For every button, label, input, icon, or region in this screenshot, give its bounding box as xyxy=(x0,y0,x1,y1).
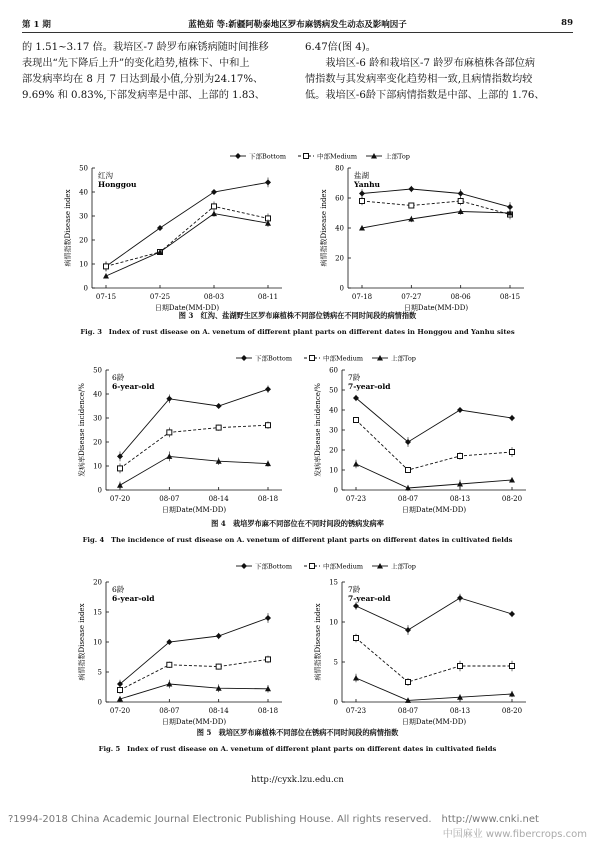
text-line: 部发病率均在 8 月 7 日达到最小值,分别为24.17%、 xyxy=(22,74,264,85)
x-tick-label: 08-07 xyxy=(159,707,180,715)
figure-3-charts xyxy=(0,148,595,312)
x-tick-label: 08-11 xyxy=(257,293,279,301)
point-bottom xyxy=(457,407,463,413)
x-tick-label: 08-20 xyxy=(501,707,523,715)
point-top xyxy=(103,273,109,279)
legend-label-medium: 中部Medium xyxy=(323,354,364,363)
legend xyxy=(230,152,410,161)
figure-4-caption-en: Fig. 4 The incidence of rust disease on A. venetum of different plant parts on different dates in cultivated fields xyxy=(82,536,513,544)
series-line-medium xyxy=(106,206,268,266)
series-line-bottom xyxy=(120,389,268,456)
point-bottom xyxy=(265,179,271,185)
x-axis-label: 日期Date(MM-DD) xyxy=(403,304,469,312)
point-medium xyxy=(266,657,271,662)
series-line-top xyxy=(120,456,268,485)
x-tick-label: 08-20 xyxy=(501,495,523,503)
point-bottom xyxy=(211,189,217,195)
text-line: 9.69% 和 0.83%,下部发病率是中部、上部的 1.83、 xyxy=(22,90,265,101)
point-medium xyxy=(510,450,515,455)
y-tick-label: 20 xyxy=(79,236,88,245)
text-line: 情指数与其发病率变化趋势相一致,且病情指数均较 xyxy=(305,74,533,85)
point-bottom xyxy=(507,204,513,210)
watermark: 中国麻业 www.fibercrops.com xyxy=(442,829,587,840)
y-tick-label: 10 xyxy=(329,466,338,475)
x-tick-label: 08-14 xyxy=(208,495,229,503)
x-tick-label: 08-18 xyxy=(257,707,279,715)
x-tick-label: 07-23 xyxy=(345,707,367,715)
point-bottom xyxy=(265,386,271,392)
text-line: 表现出“先下降后上升”的变化趋势,植株下、中和上 xyxy=(22,58,250,69)
y-axis-label: 发病率Disease incidence/% xyxy=(314,383,322,477)
legend-label-top: 上部Top xyxy=(391,562,416,571)
x-tick-label: 07-20 xyxy=(109,707,131,715)
point-bottom xyxy=(509,415,515,421)
point-bottom xyxy=(216,633,222,639)
series-line-medium xyxy=(120,425,268,468)
chart-6-year-index xyxy=(77,579,282,727)
point-medium xyxy=(104,264,109,269)
point-medium xyxy=(458,199,463,204)
panel-title-cn: 7龄 xyxy=(348,585,361,594)
copyright-line xyxy=(8,810,587,840)
figure-4-caption-cn: 图 4 栽培罗布麻不同部位在不同时间段的锈病发病率 xyxy=(211,519,384,528)
legend-marker-medium xyxy=(310,564,315,569)
point-top xyxy=(353,675,359,681)
y-tick-label: 5 xyxy=(97,668,102,677)
issue-number: 第 1 期 xyxy=(22,20,51,30)
point-medium xyxy=(216,664,221,669)
x-axis-label: 日期Date(MM-DD) xyxy=(401,718,467,726)
y-tick-label: 30 xyxy=(93,414,102,423)
y-tick-label: 0 xyxy=(339,284,344,293)
y-tick-label: 20 xyxy=(93,438,102,447)
y-tick-label: 5 xyxy=(333,658,338,667)
copyright-text: ?1994-2018 China Academic Journal Electronic Publishing House. All rights reserved. http://www.cnki.net xyxy=(8,814,539,825)
chart-6-year-incidence xyxy=(77,367,282,515)
legend-label-bottom: 下部Bottom xyxy=(255,354,292,363)
y-tick-label: 50 xyxy=(79,164,88,173)
journal-url[interactable]: http://cyxk.lzu.edu.cn xyxy=(251,775,344,785)
y-tick-label: 20 xyxy=(93,578,102,587)
legend-label-medium: 中部Medium xyxy=(317,152,358,161)
point-medium xyxy=(458,454,463,459)
point-bottom xyxy=(458,191,464,197)
y-tick-label: 40 xyxy=(79,188,88,197)
x-axis-label: 日期Date(MM-DD) xyxy=(161,718,227,726)
point-bottom xyxy=(216,403,222,409)
point-medium xyxy=(354,636,359,641)
y-tick-label: 0 xyxy=(333,698,338,707)
x-tick-label: 08-14 xyxy=(208,707,229,715)
y-axis-label: 发病率Disease incidence/% xyxy=(78,383,86,477)
point-top xyxy=(117,482,123,488)
panel-title-cn: 红沟 xyxy=(98,171,113,180)
figure-4 xyxy=(0,348,595,548)
y-axis-label: 病情指数Disease index xyxy=(314,603,322,681)
y-tick-label: 10 xyxy=(329,618,338,627)
point-bottom xyxy=(265,615,271,621)
series-line-bottom xyxy=(106,182,268,266)
x-tick-label: 08-15 xyxy=(499,293,521,301)
panel-title-cn: 6龄 xyxy=(112,585,125,594)
figure-5-charts xyxy=(0,560,595,726)
chart-7-year-index xyxy=(313,579,526,727)
x-tick-label: 07-18 xyxy=(351,293,373,301)
y-tick-label: 40 xyxy=(335,224,344,233)
point-bottom xyxy=(359,191,365,197)
series-line-bottom xyxy=(120,618,268,684)
panel-title-en: 6-year-old xyxy=(112,594,155,603)
point-bottom xyxy=(457,595,463,601)
panel-title-cn: 7龄 xyxy=(348,373,361,382)
x-axis-label: 日期Date(MM-DD) xyxy=(401,506,467,514)
point-bottom xyxy=(509,611,515,617)
legend xyxy=(236,354,416,363)
text-line: 6.47倍(图 4)。 xyxy=(305,42,376,53)
body-text-left xyxy=(22,40,290,104)
figure-3 xyxy=(0,148,595,348)
text-line: 的 1.51~3.17 倍。栽培区-7 龄罗布麻锈病随时间推移 xyxy=(22,42,269,53)
text-line: 低。栽培区-6龄下部病情指数是中部、上部的 1.76、 xyxy=(305,90,545,101)
y-tick-label: 60 xyxy=(335,194,344,203)
y-tick-label: 0 xyxy=(333,486,338,495)
point-medium xyxy=(118,466,123,471)
legend-label-bottom: 下部Bottom xyxy=(249,152,286,161)
point-bottom xyxy=(405,627,411,633)
chart-honggou xyxy=(63,165,282,313)
legend-marker-medium xyxy=(310,356,315,361)
legend-marker-bottom xyxy=(241,355,247,361)
figure-3-caption-cn: 图 3 红沟、盐湖野生区罗布麻植株不同部位锈病在不同时间段的病情指数 xyxy=(178,311,417,320)
series-line-medium xyxy=(356,420,512,470)
y-tick-label: 0 xyxy=(97,486,102,495)
y-tick-label: 10 xyxy=(79,260,88,269)
x-tick-label: 08-07 xyxy=(159,495,180,503)
x-tick-label: 08-13 xyxy=(449,495,471,503)
legend-label-bottom: 下部Bottom xyxy=(255,562,292,571)
panel-title-en: 7-year-old xyxy=(348,594,391,603)
legend xyxy=(236,562,416,571)
panel-title-en: 6-year-old xyxy=(112,382,155,391)
series-line-bottom xyxy=(362,189,510,207)
panel-title-cn: 6龄 xyxy=(112,373,125,382)
point-bottom xyxy=(157,225,163,231)
y-tick-label: 30 xyxy=(79,212,88,221)
legend-marker-medium xyxy=(304,154,309,159)
point-bottom xyxy=(353,603,359,609)
point-bottom xyxy=(408,186,414,192)
point-medium xyxy=(510,664,515,669)
series-line-top xyxy=(106,214,268,276)
y-axis-label: 病情指数Disease index xyxy=(64,189,72,267)
point-top xyxy=(211,211,217,217)
body-text-right xyxy=(305,40,573,104)
x-tick-label: 08-07 xyxy=(397,707,419,715)
legend-marker-bottom xyxy=(235,153,241,159)
y-tick-label: 40 xyxy=(93,390,102,399)
series-line-top xyxy=(356,678,512,700)
point-medium xyxy=(354,418,359,423)
point-top xyxy=(166,453,172,459)
running-title: 蓝艳茹 等:新疆阿勒泰地区罗布麻锈病发生动态及影响因子 xyxy=(188,20,407,30)
legend-label-top: 上部Top xyxy=(391,354,416,363)
y-tick-label: 80 xyxy=(335,164,344,173)
point-medium xyxy=(167,430,172,435)
point-medium xyxy=(216,425,221,430)
x-tick-label: 08-06 xyxy=(450,293,471,301)
figure-3-caption-en: Fig. 3 Index of rust disease on A. venetum of different plant parts on different dates in Honggou and Yanhu sites xyxy=(80,328,515,336)
figure-5-caption-en: Fig. 5 Index of rust disease on A. venetum of different plant parts on different dates in cultivated fields xyxy=(98,745,497,753)
y-tick-label: 10 xyxy=(93,638,102,647)
point-medium xyxy=(266,423,271,428)
y-tick-label: 20 xyxy=(329,446,338,455)
point-medium xyxy=(406,468,411,473)
point-medium xyxy=(212,204,217,209)
text-line: 栽培区-6 龄和栽培区-7 龄罗布麻植株各部位病 xyxy=(305,58,536,69)
y-tick-label: 60 xyxy=(329,366,338,375)
series-line-top xyxy=(120,684,268,699)
series-line-top xyxy=(356,464,512,488)
point-medium xyxy=(118,688,123,693)
y-tick-label: 10 xyxy=(93,462,102,471)
x-tick-label: 08-13 xyxy=(449,707,471,715)
y-tick-label: 0 xyxy=(97,698,102,707)
page-number: 89 xyxy=(561,18,573,28)
figure-4-charts xyxy=(0,348,595,514)
panel-title-en: Honggou xyxy=(98,180,137,189)
y-tick-label: 20 xyxy=(335,254,344,263)
y-tick-label: 50 xyxy=(93,366,102,375)
point-medium xyxy=(360,199,365,204)
y-tick-label: 40 xyxy=(329,406,338,415)
y-tick-label: 30 xyxy=(329,426,338,435)
figure-5 xyxy=(0,560,595,760)
series-line-medium xyxy=(120,659,268,690)
legend-label-medium: 中部Medium xyxy=(323,562,364,571)
point-medium xyxy=(167,662,172,667)
x-axis-label: 日期Date(MM-DD) xyxy=(154,304,220,312)
point-medium xyxy=(409,203,414,208)
point-top xyxy=(353,461,359,467)
y-axis-label: 病情指数Disease index xyxy=(78,603,86,681)
legend-label-top: 上部Top xyxy=(385,152,410,161)
x-tick-label: 07-15 xyxy=(95,293,117,301)
legend-marker-bottom xyxy=(241,563,247,569)
y-tick-label: 50 xyxy=(329,386,338,395)
panel-title-en: Yanhu xyxy=(354,180,380,189)
panel-title-en: 7-year-old xyxy=(348,382,391,391)
y-axis-label: 病情指数Disease index xyxy=(320,189,328,267)
series-line-medium xyxy=(356,638,512,682)
x-tick-label: 07-27 xyxy=(401,293,422,301)
y-tick-label: 0 xyxy=(83,284,88,293)
x-tick-label: 07-20 xyxy=(109,495,131,503)
y-tick-label: 15 xyxy=(329,578,338,587)
series-line-bottom xyxy=(356,398,512,442)
point-medium xyxy=(458,664,463,669)
panel-title-cn: 盐湖 xyxy=(354,171,369,180)
y-tick-label: 15 xyxy=(93,608,102,617)
chart-7-year-incidence xyxy=(313,367,526,515)
x-tick-label: 07-23 xyxy=(345,495,367,503)
series-line-top xyxy=(362,212,510,229)
x-tick-label: 08-03 xyxy=(203,293,225,301)
x-tick-label: 08-18 xyxy=(257,495,279,503)
x-tick-label: 08-07 xyxy=(397,495,419,503)
x-tick-label: 07-25 xyxy=(149,293,171,301)
chart-yanhu xyxy=(319,165,524,313)
x-axis-label: 日期Date(MM-DD) xyxy=(161,506,227,514)
figure-5-caption-cn: 图 5 栽培区罗布麻植株不同部位在锈病不同时间段的病情指数 xyxy=(196,728,399,737)
running-header xyxy=(22,16,573,33)
point-medium xyxy=(406,680,411,685)
